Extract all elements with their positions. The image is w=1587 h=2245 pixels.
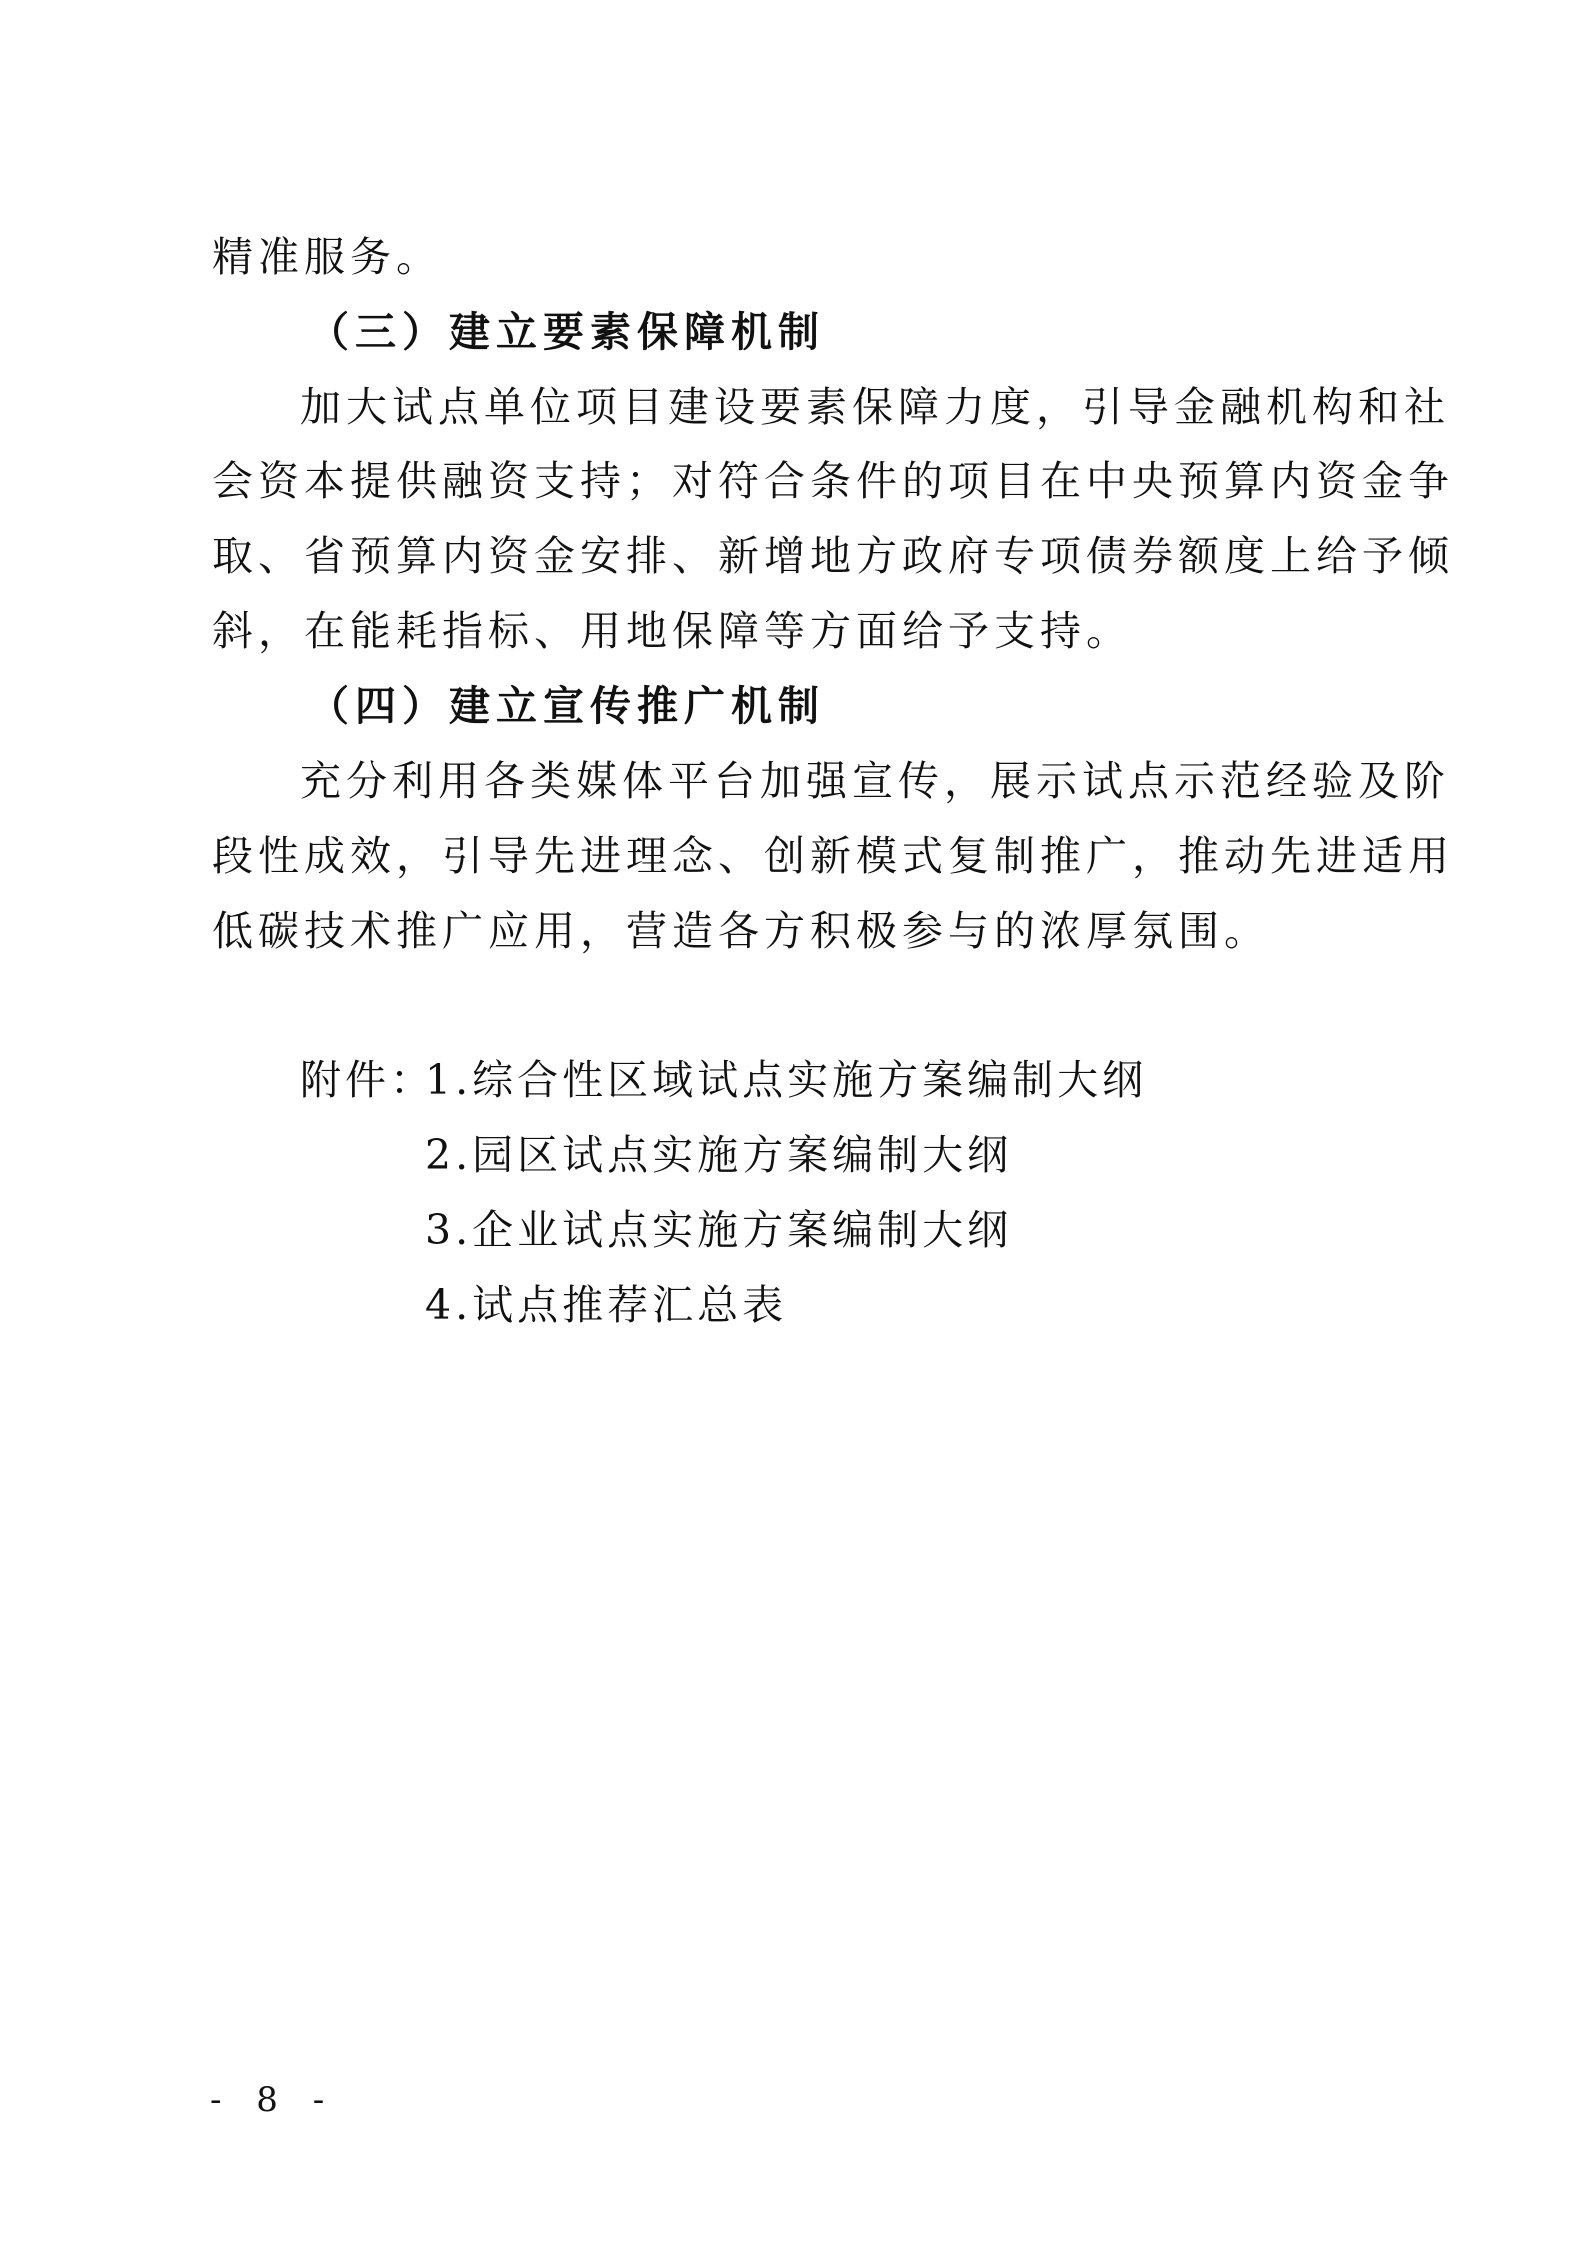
paragraph-line-2: 加大试点单位项目建设要素保障力度，引导金融机构和社 — [300, 383, 1450, 431]
section-heading-4: （四）建立宣传推广机制 — [308, 682, 825, 730]
paragraph-line-1: 精准服务。 — [212, 233, 442, 281]
paragraph-line-5: 斜，在能耗指标、用地保障等方面给予支持。 — [212, 607, 1132, 655]
attachment-item-1: 1.综合性区域试点实施方案编制大纲 — [425, 1056, 1148, 1104]
attachment-item-2: 2.园区试点实施方案编制大纲 — [425, 1131, 1013, 1179]
paragraph-line-8: 低碳技术推广应用，营造各方积极参与的浓厚氛围。 — [212, 907, 1270, 955]
paragraph-line-4: 取、省预算内资金安排、新增地方政府专项债券额度上给予倾 — [212, 532, 1454, 580]
paragraph-line-3: 会资本提供融资支持；对符合条件的项目在中央预算内资金争 — [212, 457, 1454, 505]
paragraph-line-6: 充分利用各类媒体平台加强宣传，展示试点示范经验及阶 — [300, 757, 1450, 805]
paragraph-line-7: 段性成效，引导先进理念、创新模式复制推广，推动先进适用 — [212, 832, 1454, 880]
attachment-item-4: 4.试点推荐汇总表 — [425, 1281, 788, 1329]
section-heading-3: （三）建立要素保障机制 — [308, 308, 825, 356]
attachment-item-3: 3.企业试点实施方案编制大纲 — [425, 1206, 1013, 1254]
attachments-label: 附件： — [300, 1056, 435, 1104]
page-number: - 8 - — [210, 2080, 337, 2120]
